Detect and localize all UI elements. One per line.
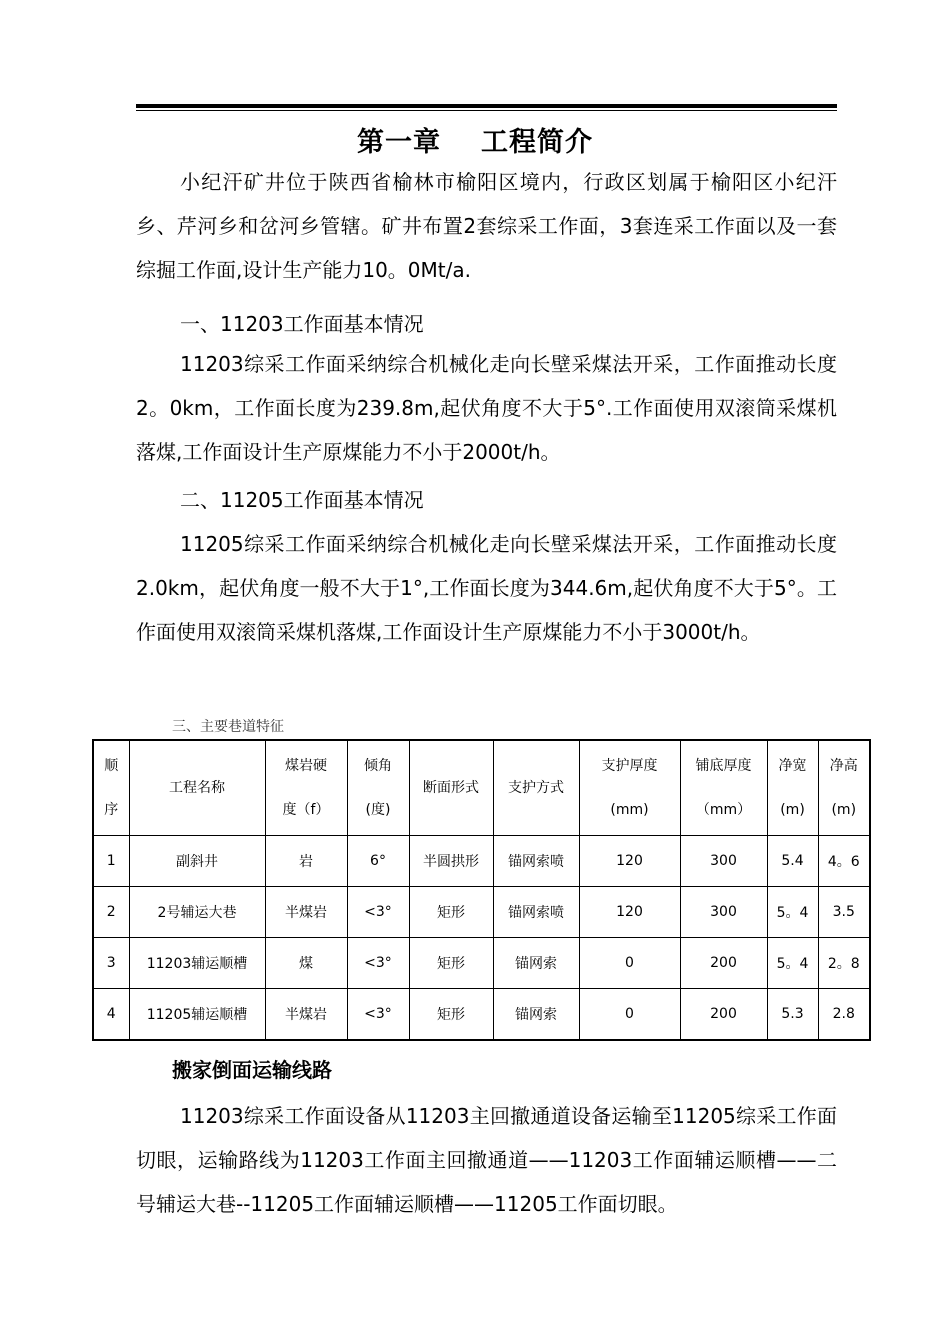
table-cell: 半圆拱形 (409, 836, 493, 887)
table-cell: 矩形 (409, 887, 493, 938)
chapter-number: 第一章 (357, 127, 441, 158)
table-cell: 0 (579, 989, 680, 1041)
chapter-title (0, 120, 950, 159)
table-cell: 200 (680, 989, 767, 1041)
table-header-line: (m) (831, 802, 857, 818)
table-row (93, 836, 870, 887)
table-caption: 三、主要巷道特征 (172, 719, 284, 735)
section2-heading: 二、11205工作面基本情况 (180, 488, 424, 512)
table-header-line: 支护方式 (508, 780, 564, 796)
table-header-cell (347, 740, 409, 836)
table-header-cell (129, 740, 265, 836)
table-cell: 300 (680, 836, 767, 887)
table-header-line: (mm) (610, 802, 649, 818)
table-cell: <3° (347, 989, 409, 1041)
transport-heading: 搬家倒面运输线路 (172, 1058, 332, 1082)
roadway-table (92, 739, 871, 1041)
table-cell: 5。4 (767, 887, 818, 938)
table-cell: 矩形 (409, 938, 493, 989)
section1-heading: 一、11203工作面基本情况 (180, 312, 424, 336)
table-header-line: 顺 (104, 758, 119, 774)
table-header-line: (度) (365, 802, 391, 818)
table-header-cell (93, 740, 129, 836)
table-cell: <3° (347, 938, 409, 989)
table-cell: 煤 (265, 938, 347, 989)
section1-paragraph-block (136, 342, 837, 474)
table-cell: 锚网索喷 (493, 887, 579, 938)
table-cell: 锚网索喷 (493, 836, 579, 887)
table-cell: 11203辅运顺槽 (129, 938, 265, 989)
table-cell: 6° (347, 836, 409, 887)
table-cell: 120 (579, 836, 680, 887)
table-header-cell (579, 740, 680, 836)
table-cell: 200 (680, 938, 767, 989)
intro-paragraph: 小纪汗矿井位于陕西省榆林市榆阳区境内，行政区划属于榆阳区小纪汗乡、芹河乡和岔河乡管辖。矿井布置2套综采工作面，3套连采工作面以及一套综掘工作面,设计生产能力10。0Mt/a. (136, 170, 837, 282)
table-row (93, 938, 870, 989)
transport-paragraph-block (136, 1094, 837, 1226)
section2-paragraph-block (136, 522, 837, 654)
table-header-row (93, 740, 870, 836)
table-cell: 1 (93, 836, 129, 887)
table-header-line: 净高 (829, 758, 858, 774)
table-cell: 半煤岩 (265, 887, 347, 938)
table-cell: 5。4 (767, 938, 818, 989)
table-header-cell (493, 740, 579, 836)
table-cell: 锚网索 (493, 938, 579, 989)
table-cell: 300 (680, 887, 767, 938)
table-header-line: 断面形式 (423, 780, 479, 796)
table-cell: 副斜井 (129, 836, 265, 887)
table-header-line: （mm） (695, 802, 752, 818)
table-header-line: 支护厚度 (601, 758, 658, 774)
table-cell: 岩 (265, 836, 347, 887)
table-cell: 5.4 (767, 836, 818, 887)
table-cell: 半煤岩 (265, 989, 347, 1041)
table-header-line: 序 (104, 802, 119, 818)
table-cell: 锚网索 (493, 989, 579, 1041)
table-cell: 11205辅运顺槽 (129, 989, 265, 1041)
table-header-line: 煤岩硬 (285, 758, 327, 774)
table-header-cell (680, 740, 767, 836)
table-header-line: 铺底厚度 (695, 758, 752, 774)
table-header-line: 度（f） (282, 802, 330, 818)
header-rule-thin (136, 110, 837, 111)
table-cell: 2。8 (818, 938, 870, 989)
table-header-cell (818, 740, 870, 836)
table-cell: 3.5 (818, 887, 870, 938)
table-cell: 4。6 (818, 836, 870, 887)
table-cell: 2号辅运大巷 (129, 887, 265, 938)
table-header-line: (m) (780, 802, 805, 818)
table-header-line: 倾角 (364, 758, 392, 774)
table-cell: 4 (93, 989, 129, 1041)
table-cell: 3 (93, 938, 129, 989)
header-rule-thick (136, 104, 837, 108)
transport-paragraph: 11203综采工作面设备从11203主回撤通道设备运输至11205综采工作面切眼，运输路线为11203工作面主回撤通道——11203工作面辅运顺槽——二号辅运大巷--11205工作面辅运顺槽——11205工作面切眼。 (136, 1104, 837, 1216)
table-cell: 2 (93, 887, 129, 938)
table-header-line: 净宽 (778, 758, 807, 774)
section2-paragraph: 11205综采工作面采纳综合机械化走向长壁采煤法开采，工作面推动长度2.0km，起伏角度一般不大于1°,工作面长度为344.6m,起伏角度不大于5°。工作面使用双滚筒采煤机落煤,工作面设计生产原煤能力不小于3000t/h。 (136, 532, 837, 644)
table-row (93, 989, 870, 1041)
table-header-cell (767, 740, 818, 836)
table-cell: 矩形 (409, 989, 493, 1041)
section1-paragraph: 11203综采工作面采纳综合机械化走向长壁采煤法开采，工作面推动长度2。0km，工作面长度为239.8m,起伏角度不大于5°.工作面使用双滚筒采煤机落煤,工作面设计生产原煤能力不小于2000t/h。 (136, 352, 837, 464)
table-cell: 5.3 (767, 989, 818, 1041)
table-header-cell (265, 740, 347, 836)
intro-paragraph-block (136, 160, 837, 292)
chapter-name: 工程简介 (481, 127, 593, 158)
table-row (93, 887, 870, 938)
table-header-cell (409, 740, 493, 836)
table-cell: 120 (579, 887, 680, 938)
table-header-line: 工程名称 (169, 780, 225, 796)
table-cell: 0 (579, 938, 680, 989)
table-cell: <3° (347, 887, 409, 938)
table-cell: 2.8 (818, 989, 870, 1041)
